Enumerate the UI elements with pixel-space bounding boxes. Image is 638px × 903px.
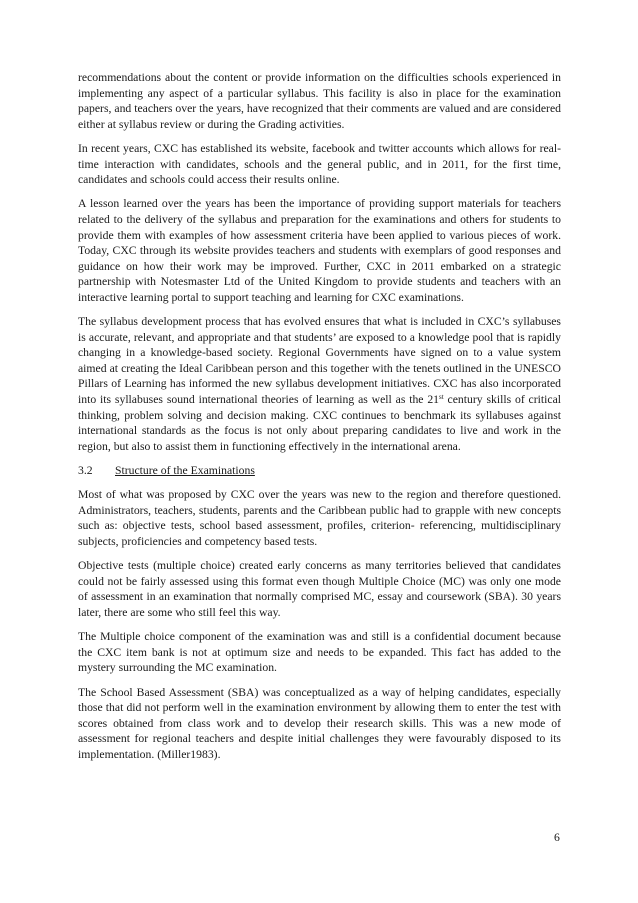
paragraph-syllabus-development bbox=[78, 314, 561, 454]
paragraph-recommendations: recommendations about the content or provide information on the difficulties schools experienced in implementing any aspect of a particular syllabus. This facility is also in place for the examination papers, and teachers over the years, have recognized that their comments are valued and are considered either at syllabus review or during the Grading activities. bbox=[78, 71, 561, 131]
paragraph-support-materials: A lesson learned over the years has been the importance of providing support materials for teachers related to the delivery of the syllabus and preparation for the examinations and others for students to provide them with examples of how assessment criteria have been applied to various pieces of work. Today, CXC through its website provides teachers and students with exemplars of good responses and guidance on how their work may be improved. Further, CXC in 2011 embarked on a strategic partnership with Notesmaster Ltd of the United Kingdom to provide students and teachers with an interactive learning portal to support teaching and learning for CXC examinations. bbox=[78, 197, 561, 304]
section-number: 3.2 bbox=[78, 464, 93, 478]
paragraph-syllabus-text-a: The syllabus development process that has evolved ensures that what is included in CXC’s syllabuses is accurate, relevant, and appropriate and that students’ are exposed to a knowledge pool that is rapidly changing in a knowledge-based society. Regional Governments have signed on to a value system aimed at creating the Ideal Caribbean person and this together with the tenets outlined in the UNESCO Pillars of Learning has informed the new syllabus development initiatives. CXC has also incorporated into its syllabuses sound international theories of learning as well as the 21 bbox=[78, 315, 561, 407]
paragraph-website: In recent years, CXC has established its website, facebook and twitter accounts which allows for real-time interaction with candidates, schools and the general public, and in 2011, for the first time, candidates and schools could access their results online. bbox=[78, 141, 561, 187]
superscript-st: st bbox=[439, 393, 444, 402]
paragraph-multiple-choice: The Multiple choice component of the examination was and still is a confidential document because the CXC item bank is not at optimum size and needs to be expanded. This fact has added to the mystery surrounding the MC examination. bbox=[78, 630, 561, 675]
page-number: 6 bbox=[554, 831, 560, 844]
paragraph-syllabus-text-b: century skills of critical thinking, problem solving and decision making. CXC continues to benchmark its syllabuses against international standards as the focus is not only about preparing candidates to live and work in the region, but also to assist them in functioning effectively in the international arena. bbox=[78, 393, 562, 453]
paragraph-objective-tests: Objective tests (multiple choice) created early concerns as many territories believed that candidates could not be fairly assessed using this format even though Multiple Choice (MC) was only one mode of assessment in an examination that normally comprised MC, essay and coursework (SBA). 30 years later, there are some who still feel this way. bbox=[78, 559, 561, 619]
paragraph-new-concepts: Most of what was proposed by CXC over the years was new to the region and therefore questioned. Administrators, teachers, students, parents and the Caribbean public had to grapple with new concepts such as: objective tests, school based assessment, profiles, criterion- referencing, multidisciplinary subjects, proficiencies and competency based tests. bbox=[78, 488, 561, 548]
section-heading bbox=[78, 463, 561, 479]
paragraph-sba: The School Based Assessment (SBA) was conceptualized as a way of helping candidates, especially those that did not perform well in the examination environment by allowing them to enter the test with scores obtained from class work and to develop their research skills. This was a new mode of assessment for regional teachers and despite initial challenges they were favourably disposed to its implementation. (Miller1983). bbox=[78, 685, 561, 761]
page-body bbox=[78, 70, 561, 771]
section-title: Structure of the Examinations bbox=[115, 464, 255, 478]
